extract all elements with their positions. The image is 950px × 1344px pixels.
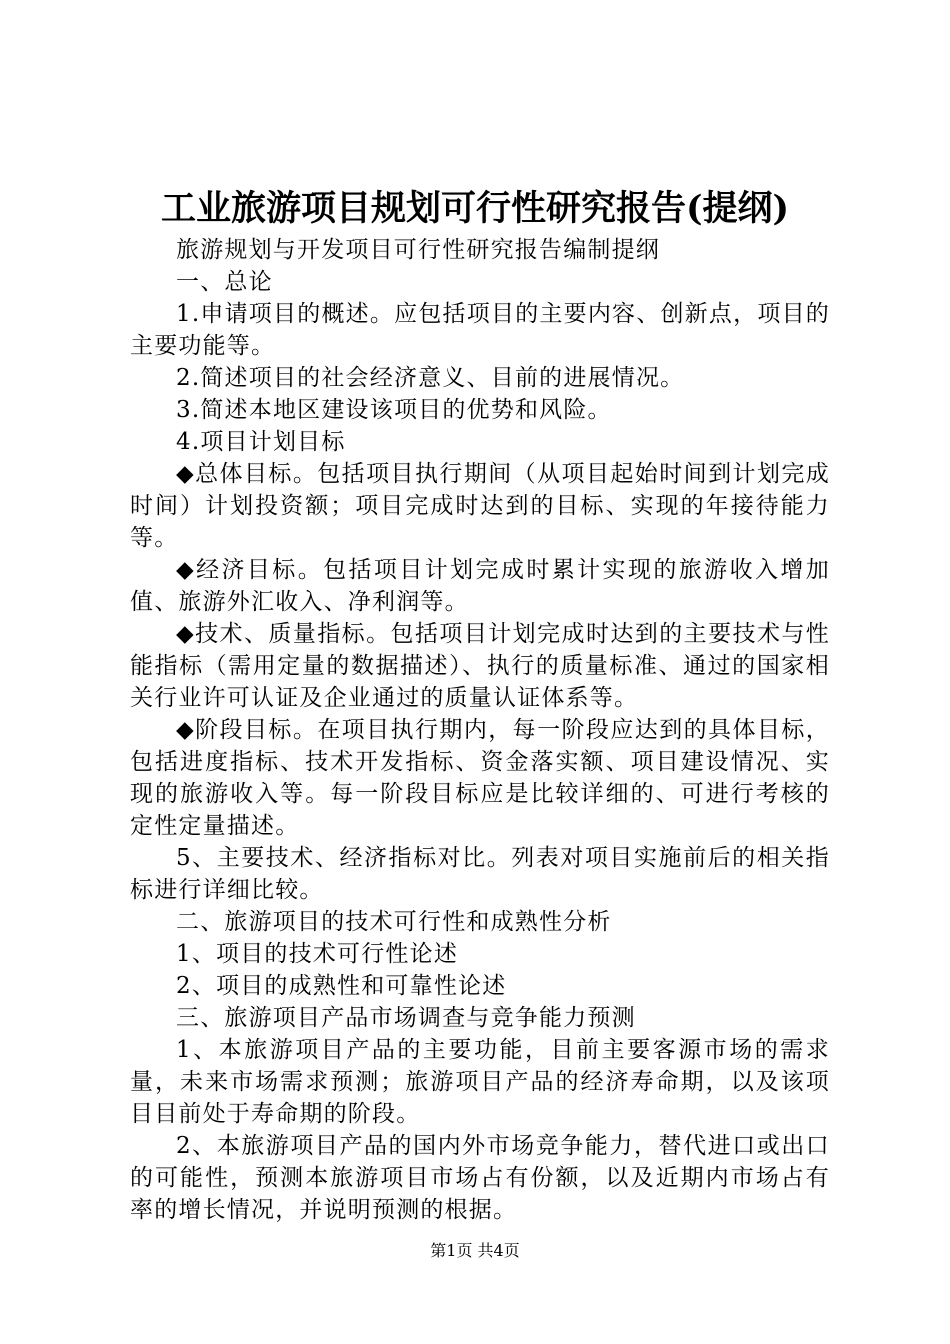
document-body (130, 234, 830, 1226)
paragraph-subtitle: 旅游规划与开发项目可行性研究报告编制提纲 (176, 237, 660, 263)
paragraph-item-5: 5、主要技术、经济指标对比。列表对项目实施前后的相关指标进行详细比较。 (130, 845, 830, 903)
paragraph-item-1: 1.申请项目的概述。应包括项目的主要内容、创新点，项目的主要功能等。 (130, 301, 830, 359)
document-title: 工业旅游项目规划可行性研究报告(提纲) (160, 188, 790, 229)
paragraph-item-3: 3.简述本地区建设该项目的优势和风险。 (176, 397, 612, 423)
paragraph-section-3-item-1: 1、本旅游项目产品的主要功能，目前主要客源市场的需求量，未来市场需求预测；旅游项目产品的经济寿命期，以及该项目目前处于寿命期的阶段。 (130, 1037, 830, 1127)
paragraph-bullet-overall-goal: ◆总体目标。包括项目执行期间（从项目起始时间到计划完成时间）计划投资额；项目完成时达到的目标、实现的年接待能力等。 (130, 461, 830, 551)
page-footer: 第1页 共4页 (430, 1241, 520, 1260)
paragraph-bullet-stage-goal: ◆阶段目标。在项目执行期内，每一阶段应达到的具体目标，包括进度指标、技术开发指标、资金落实额、项目建设情况、实现的旅游收入等。每一阶段目标应是比较详细的、可进行考核的定性定量描述。 (130, 717, 830, 839)
paragraph-bullet-technical-quality: ◆技术、质量指标。包括项目计划完成时达到的主要技术与性能指标（需用定量的数据描述）、执行的质量标准、通过的国家相关行业许可认证及企业通过的质量认证体系等。 (130, 621, 830, 711)
paragraph-section-2-item-1: 1、项目的技术可行性论述 (176, 941, 459, 967)
paragraph-section-2-heading: 二、旅游项目的技术可行性和成熟性分析 (176, 909, 612, 935)
paragraph-section-3-item-2: 2、本旅游项目产品的国内外市场竞争能力，替代进口或出口的可能性，预测本旅游项目市场占有份额，以及近期内市场占有率的增长情况，并说明预测的根据。 (130, 1133, 830, 1223)
paragraph-bullet-economic-goal: ◆经济目标。包括项目计划完成时累计实现的旅游收入增加值、旅游外汇收入、净利润等。 (130, 557, 830, 615)
paragraph-section-2-item-2: 2、项目的成熟性和可靠性论述 (176, 973, 507, 999)
paragraph-item-2: 2.简述项目的社会经济意义、目前的进展情况。 (176, 365, 685, 391)
paragraph-section-3-heading: 三、旅游项目产品市场调查与竞争能力预测 (176, 1005, 636, 1031)
paragraph-section-1-heading: 一、总论 (176, 269, 273, 295)
paragraph-item-4: 4.项目计划目标 (176, 429, 346, 455)
